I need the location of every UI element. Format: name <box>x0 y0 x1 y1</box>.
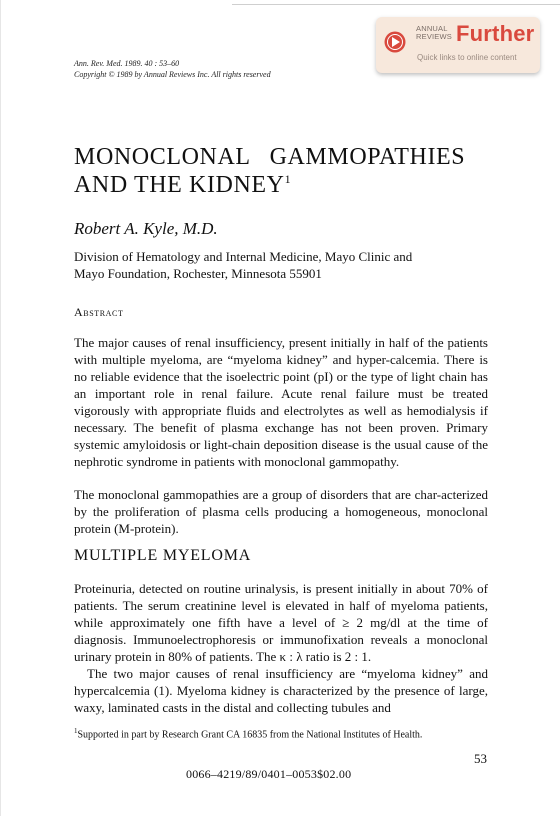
abstract-paragraph: The major causes of renal insufficiency, present initially in half of the patients with multiple myeloma, are “myeloma kidney” and hyper-calcemia. There is no reliable evidence that the isoelectric point (pI) or the type of light chain has an important role in renal failure. Acute renal failure must be treated vigorously with appropriate fluids and electrolytes as well as hemodialysis if necessary. The benefit of plasma exchange has not been proven. Primary systemic amyloidosis or light-chain deposition disease is the usual cause of the nephrotic syndrome in patients with monoclonal gammopathy. <box>74 335 488 469</box>
page-edge <box>0 0 1 816</box>
abstract-heading: Abstract <box>74 305 124 319</box>
intro-paragraph: The monoclonal gammopathies are a group of disorders that are char-acterized by the proliferation of plasma cells producing a homogeneous, monoclonal protein (M-protein). <box>74 487 488 536</box>
title-footnote-mark[interactable]: 1 <box>284 172 292 186</box>
section-heading: MULTIPLE MYELOMA <box>74 547 252 564</box>
affiliation-line-1: Division of Hematology and Internal Medicine, Mayo Clinic and <box>74 249 413 264</box>
author-affiliation <box>74 248 494 282</box>
body-paragraph: The two major causes of renal insufficiency are “myeloma kidney” and hypercalcemia (1). Myeloma kidney is characterized by the presence of large, waxy, laminated casts in the distal and collecting tubules and <box>74 666 488 715</box>
title-line-1: MONOCLONAL GAMMOPATHIES <box>74 144 466 170</box>
citation-journal: Ann. Rev. Med. 1989. 40 : 53–60 <box>74 59 180 68</box>
citation-copyright: Copyright © 1989 by Annual Reviews Inc. All rights reserved <box>74 70 271 79</box>
author-name: Robert A. Kyle, M.D. <box>74 219 218 238</box>
citation <box>74 58 271 80</box>
footnote-text: Supported in part by Research Grant CA 16835 from the National Institutes of Health. <box>77 729 423 741</box>
annual-reviews-logo-icon <box>384 31 406 53</box>
page-number: 53 <box>474 751 487 766</box>
further-word: Further <box>456 21 535 46</box>
brand-line-2: REVIEWS <box>416 32 452 41</box>
header-rule <box>232 4 560 5</box>
further-badge[interactable] <box>376 17 540 73</box>
annual-reviews-wordmark <box>416 25 456 41</box>
footnote <box>74 727 422 740</box>
article-title <box>74 143 514 199</box>
title-line-2: AND THE KIDNEY <box>74 172 285 198</box>
brand-line-1: ANNUAL <box>416 24 448 33</box>
article-code: 0066–4219/89/0401–0053$02.00 <box>186 767 352 781</box>
affiliation-line-2: Mayo Foundation, Rochester, Minnesota 55901 <box>74 266 322 281</box>
footnote-mark: 1 <box>74 727 78 735</box>
further-tagline: Quick links to online content <box>417 53 517 62</box>
body-paragraph: Proteinuria, detected on routine urinalysis, is present initially in about 70% of patients. The serum creatinine level is elevated in half of myeloma patients, while approximately one fifth have a level of ≥ 2 mg/dl at the time of diagnosis. Immunoelectrophoresis or immunofixation reveals a monoclonal urinary protein in 80% of patients. The κ : λ ratio is 2 : 1. <box>74 581 488 664</box>
